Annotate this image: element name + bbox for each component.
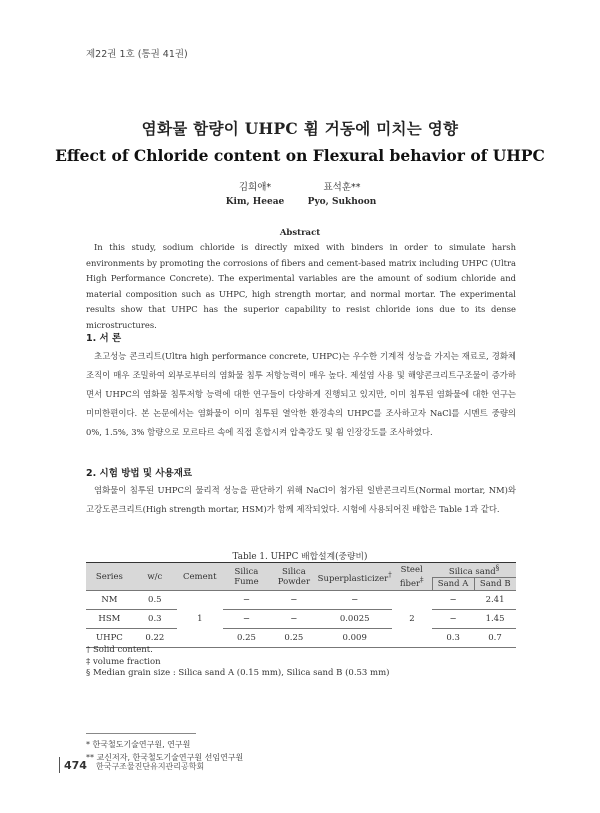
cell-series: NM bbox=[86, 591, 133, 610]
cell-silica-fume: 0.25 bbox=[223, 629, 270, 648]
cell-sand-a: 0.3 bbox=[432, 629, 474, 648]
section-2-heading: 2. 시험 방법 및 사용재료 bbox=[86, 468, 193, 479]
header-superplasticizer-mark: † bbox=[388, 570, 392, 579]
cell-series: UHPC bbox=[86, 629, 133, 648]
header-silica-sand-label: Silica sand bbox=[448, 566, 496, 577]
section-1-heading: 1. 서 론 bbox=[86, 333, 122, 344]
header-sand-b: Sand B bbox=[474, 578, 516, 591]
table-notes bbox=[86, 645, 389, 680]
table-note: ‡ volume fraction bbox=[86, 656, 161, 667]
author-1-english: Kim, Heeae bbox=[225, 197, 285, 207]
section-2-text: 염화물이 침투된 UHPC의 물리적 성능을 판단하기 위해 NaCl이 첨가된 일반콘크리트(Normal mortar, NM)와 고강도콘크리트(High strength mortar, HSM)가 함께 제작되었다. 시험에 사용되어진 배합은 Table 1과 같다. bbox=[86, 485, 516, 514]
cell-steel-fiber: 2 bbox=[392, 591, 432, 648]
cell-wc: 0.5 bbox=[133, 591, 177, 610]
cell-cement: 1 bbox=[177, 591, 223, 648]
table-row bbox=[86, 591, 516, 610]
mix-design-table bbox=[86, 562, 516, 648]
cell-silica-powder: − bbox=[270, 610, 318, 629]
header-silica-powder: Silica Powder bbox=[270, 563, 318, 591]
section-1-text: 초고성능 콘크리트(Ultra high performance concrete, UHPC)는 우수한 기계적 성능을 가지는 재료로, 경화체 조직이 매우 조밀하여 외부로부터의 염화물 침투 저항능력이 매우 높다. 제설염 사용 및 해양콘크리트구조물이 증가하면서 UHPC의 염화물 침투저항 능력에 대한 연구들이 다양하게 진행되고 있지만, 이미 침투된 염화물에 대한 연구는 미미한편이다. 본 논문에서는 염화물이 이미 침투된 열악한 환경속의 UHPC를 조사하고자 NaCl를 시멘트 중량의 0%, 1.5%, 3% 함량으로 모르타르 속에 직접 혼합시켜 압축강도 및 휨 인장강도를 조사하였다. bbox=[86, 351, 516, 437]
table-note: § Median grain size : Silica sand A (0.15 mm), Silica sand B (0.53 mm) bbox=[86, 668, 390, 678]
cell-superplasticizer: − bbox=[318, 591, 392, 610]
header-cement: Cement bbox=[177, 563, 223, 591]
page-number-bar bbox=[59, 757, 60, 773]
cell-sand-b: 0.7 bbox=[474, 629, 516, 648]
header-silica-fume: Silica Fume bbox=[223, 563, 270, 591]
cell-wc: 0.22 bbox=[133, 629, 177, 648]
cell-silica-fume: − bbox=[223, 591, 270, 610]
cell-silica-powder: − bbox=[270, 591, 318, 610]
footnote-divider bbox=[86, 733, 196, 734]
header-sand-a: Sand A bbox=[432, 578, 474, 591]
author-2-english: Pyo, Sukhoon bbox=[307, 197, 377, 207]
table-row bbox=[86, 610, 516, 629]
cell-silica-fume: − bbox=[223, 610, 270, 629]
cell-superplasticizer: 0.0025 bbox=[318, 610, 392, 629]
header-silica-sand-mark: § bbox=[495, 564, 500, 573]
author-2-korean: 표석훈** bbox=[323, 182, 361, 193]
cell-series: HSM bbox=[86, 610, 133, 629]
title-korean: 염화물 함량이 UHPC 휨 거동에 미치는 영향 bbox=[141, 119, 459, 138]
author-2 bbox=[287, 180, 397, 210]
header-superplasticizer-label: Superplasticizer bbox=[317, 573, 389, 584]
header-wc: w/c bbox=[133, 563, 177, 591]
header-silica-sand bbox=[432, 563, 516, 578]
footnote-2: ** 교신저자, 한국철도기술연구원 선임연구원 bbox=[86, 753, 244, 762]
journal-name: 한국구조물진단유지관리공학회 bbox=[96, 762, 205, 771]
header-superplasticizer bbox=[318, 563, 392, 591]
table-note: † Solid content. bbox=[86, 645, 153, 655]
title-english: Effect of Chloride content on Flexural behavior of UHPC bbox=[55, 146, 545, 165]
issue-header: 제22권 1호 (통권 41권) bbox=[86, 49, 188, 60]
cell-sand-b: 1.45 bbox=[474, 610, 516, 629]
cell-wc: 0.3 bbox=[133, 610, 177, 629]
cell-silica-powder: 0.25 bbox=[270, 629, 318, 648]
cell-sand-b: 2.41 bbox=[474, 591, 516, 610]
header-steel-fiber-label: Steel fiber bbox=[399, 564, 423, 589]
cell-sand-a: − bbox=[432, 610, 474, 629]
header-steel-fiber-mark: ‡ bbox=[420, 575, 424, 584]
abstract-text: In this study, sodium chloride is directly mixed with binders in order to simulate harsh environments by promoting the corrosions of fibers and cement-based matrix including UHPC (Ultra High Performance Concrete). The experimental variables are the amount of sodium chloride and material composition such as UHPC, high strength mortar, and normal mortar. The experimental results show that UHPC has the superior capability to resist chloride ions due to its dense microstructures. bbox=[86, 242, 516, 330]
section-2-body bbox=[86, 481, 516, 519]
abstract-body bbox=[86, 240, 516, 334]
header-series: Series bbox=[86, 563, 133, 591]
cell-superplasticizer: 0.009 bbox=[318, 629, 392, 648]
abstract-heading: Abstract bbox=[279, 228, 321, 238]
section-1-body bbox=[86, 347, 516, 442]
footnote-1: * 한국철도기술연구원, 연구원 bbox=[86, 740, 191, 749]
header-steel-fiber bbox=[392, 563, 432, 591]
page-number: 474 bbox=[64, 759, 87, 772]
cell-sand-a: − bbox=[432, 591, 474, 610]
author-1-korean: 김희애* bbox=[238, 182, 272, 193]
table-caption: Table 1. UHPC 배합설계(중량비) bbox=[232, 552, 368, 562]
